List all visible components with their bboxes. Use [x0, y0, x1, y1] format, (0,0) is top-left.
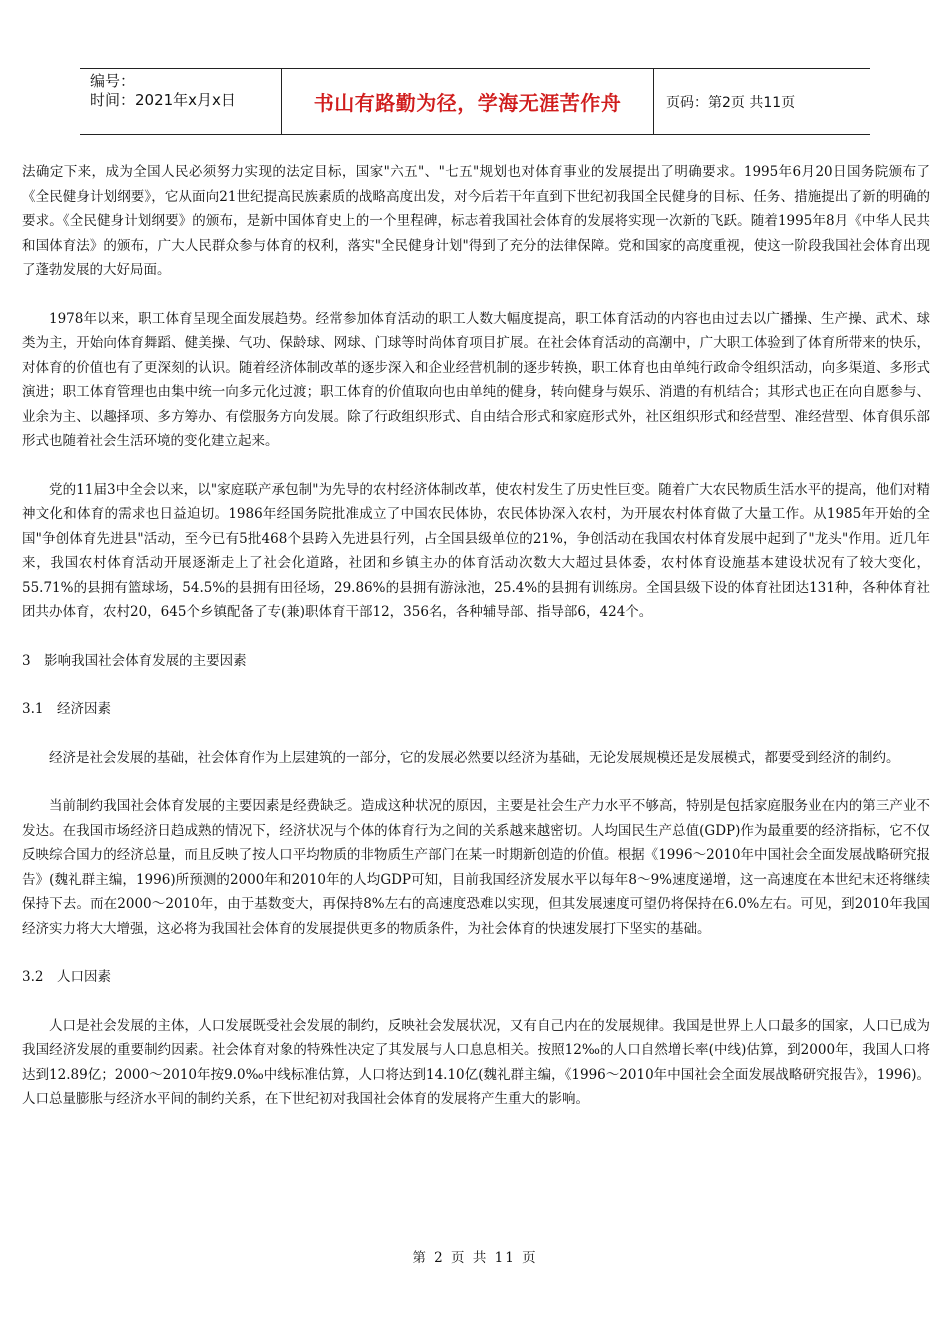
header-table — [80, 68, 870, 135]
header-page-cell — [654, 69, 870, 134]
paragraph: 1978年以来，职工体育呈现全面发展趋势。经常参加体育活动的职工人数大幅度提高，职工体育活动的内容也由过去以广播操、生产操、武术、球类为主，开始向体育舞蹈、健美操、气功、保龄球、网球、门球等时尚体育项目扩展。在社会体育活动的高潮中，广大职工体验到了体育所带来的快乐，对体育的价值也有了更深刻的认识。随着经济体制改革的逐步深入和企业经营机制的逐步转换，职工体育也由单纯行政命令组织活动，向多渠道、多形式演进；职工体育管理也由集中统一向多元化过渡；职工体育的价值取向也由单纯的健身，转向健身与娱乐、消遣的有机结合；其形式也正在向自愿参与、业余为主、以趣择项、多方筹办、有偿服务方向发展。除了行政组织形式、自由结合形式和家庭形式外，社区组织形式和经营型、准经营型、体育俱乐部形式也随着社会生活环境的变化建立起来。 — [22, 310, 930, 449]
document-body — [22, 160, 930, 1136]
subsection-heading: 3.1 经济因素 — [22, 701, 111, 717]
paragraph: 法确定下来，成为全国人民必须努力实现的法定目标，国家"六五"、"七五"规划也对体育事业的发展提出了明确要求。1995年6月20日国务院颁布了《全民健身计划纲要》，它从面向21世纪提高民族素质的战略高度出发，对今后若干年直到下世纪初我国全民健身的目标、任务、措施提出了新的明确的要求。《全民健身计划纲要》的颁布，是新中国体育史上的一个里程碑，标志着我国社会体育的发展将实现一次新的飞跃。随着1995年8月《中华人民共和国体育法》的颁布，广大人民群众参与体育的权利，落实"全民健身计划"得到了充分的法律保障。党和国家的高度重视，使这一阶段我国社会体育出现了蓬勃发展的大好局面。 — [22, 164, 930, 278]
paragraph: 党的11届3中全会以来，以"家庭联产承包制"为先导的农村经济体制改革，使农村发生了历史性巨变。随着广大农民物质生活水平的提高，他们对精神文化和体育的需求也日益迫切。1986年经国务院批准成立了中国农民体协，农民体协深入农村，为开展农村体育做了大量工作。从1985年开始的全国"争创体育先进县"活动，至今已有5批468个县跨入先进县行列，占全国县级单位的21%，争创活动在我国农村体育发展中起到了"龙头"作用。近几年来，我国农村体育活动开展逐渐走上了社会化道路，社团和乡镇主办的体育活动次数大大超过县体委，农村体育设施基本建设状况有了较大变化，55.71%的县拥有篮球场，54.5%的县拥有田径场，29.86%的县拥有游泳池，25.4%的县拥有训练房。全国县级下设的体育社团达131种，各种体育社团共办体育，农村20，645个乡镇配备了专(兼)职体育干部12，356名，各种辅导部、指导部6，424个。 — [22, 481, 930, 620]
paragraph: 当前制约我国社会体育发展的主要因素是经费缺乏。造成这种状况的原因，主要是社会生产力水平不够高，特别是包括家庭服务业在内的第三产业不发达。在我国市场经济日趋成熟的情况下，经济状况与个体的体育行为之间的关系越来越密切。人均国民生产总值(GDP)作为最重要的经济指标，它不仅反映综合国力的经济总量，而且反映了按人口平均物质的非物质生产部门在某一时期新创造的价值。根据《1996～2010年中国社会全面发展战略研究报告》(魏礼群主编，1996)所预测的2000年和2010年的人均GDP可知，目前我国经济发展水平以每年8～9%速度递增，这一高速度在本世纪末还将继续保持下去。而在2000～2010年，由于基数变大，再保持8%左右的高速度恐难以实现，但其发展速度可望仍将保持在6.0%左右。可见，到2010年我国经济实力将大大增强，这必将为我国社会体育的发展提供更多的物质条件，为社会体育的快速发展打下坚实的基础。 — [22, 798, 930, 937]
time-label: 时间：2021年x月x日 — [90, 91, 236, 109]
paragraph: 人口是社会发展的主体，人口发展既受社会发展的制约，反映社会发展状况，又有自己内在的发展规律。我国是世界上人口最多的国家，人口已成为我国经济发展的重要制约因素。社会体育对象的特殊性决定了其发展与人口息息相关。按照12‰的人口自然增长率(中线)估算，到2000年，我国人口将达到12.89亿；2000～2010年按9.0‰中线标准估算，人口将达到14.10亿(魏礼群主编，《1996～2010年中国社会全面发展战略研究报告》，1996)。人口总量膨胀与经济水平间的制约关系，在下世纪初对我国社会体育的发展将产生重大的影响。 — [22, 1017, 930, 1107]
section-heading: 3 影响我国社会体育发展的主要因素 — [22, 652, 247, 669]
page-label: 页码：第2页 共11页 — [666, 94, 796, 111]
footer-page-number: 第 2 页 共 11 页 — [412, 1250, 538, 1266]
header-meta-cell — [80, 69, 282, 134]
code-label: 编号： — [90, 72, 136, 90]
header-motto-cell — [282, 69, 654, 134]
motto-text: 书山有路勤为径，学海无涯苦作舟 — [313, 91, 622, 115]
page-footer — [0, 1246, 950, 1266]
paragraph: 经济是社会发展的基础，社会体育作为上层建筑的一部分，它的发展必然要以经济为基础，无论发展规模还是发展模式，都要受到经济的制约。 — [49, 749, 900, 766]
subsection-heading: 3.2 人口因素 — [22, 969, 111, 985]
